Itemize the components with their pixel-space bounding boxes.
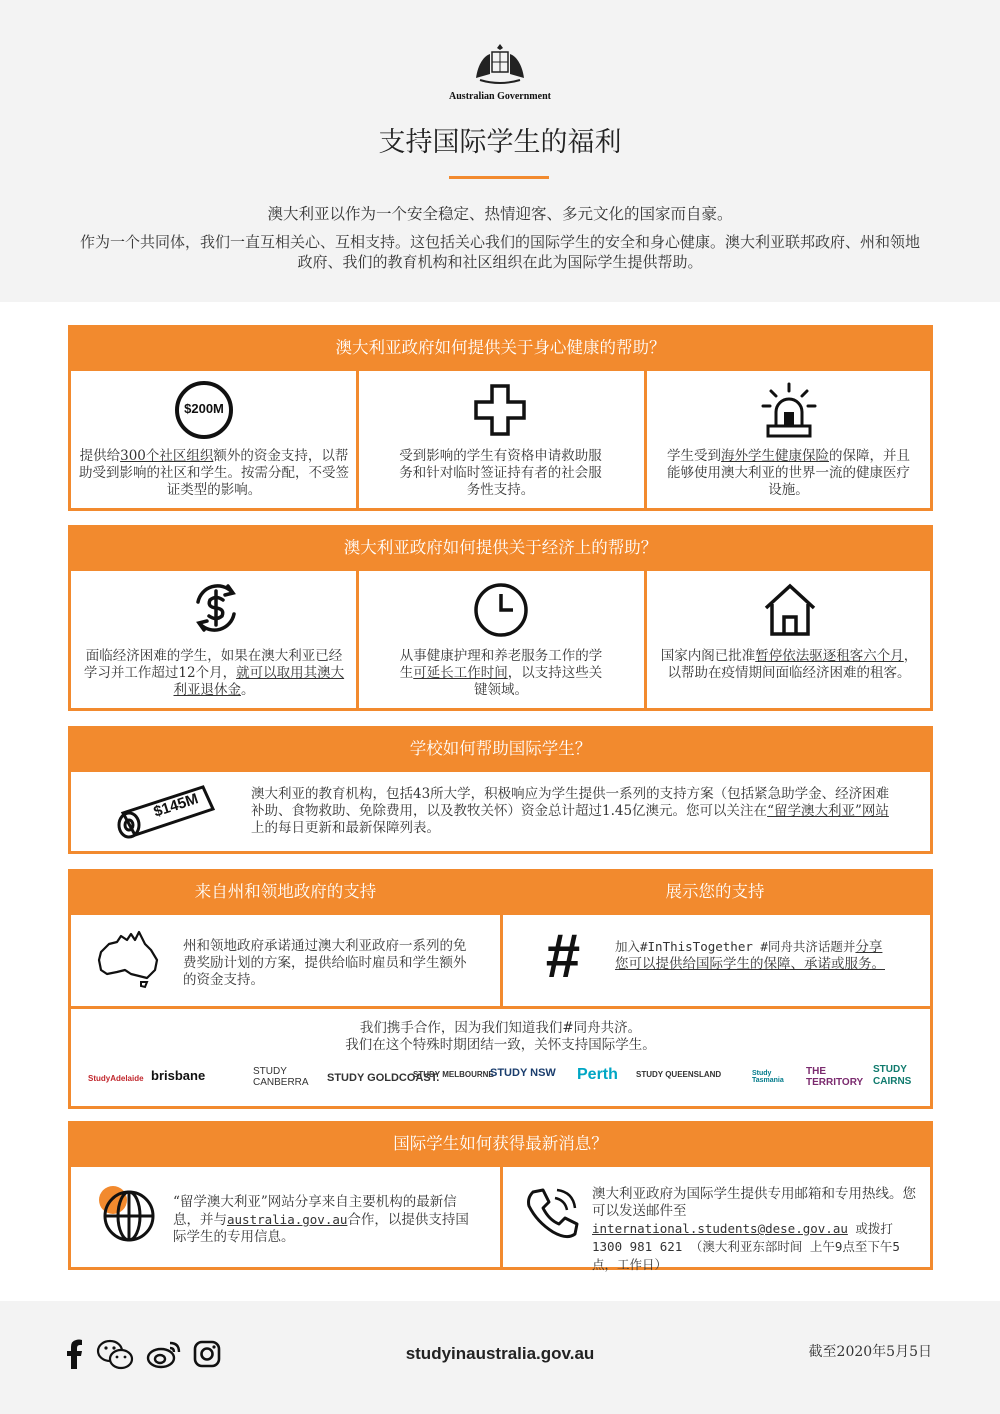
eviction-moratorium-link[interactable]: 暂停依法驱逐租客六个月 bbox=[755, 648, 904, 664]
states-text: 州和领地政府承诺通过澳大利亚政府一系列的免费奖励计划的方案，提供给临时雇员和学生额外的资金支持。 bbox=[183, 938, 467, 988]
logo-study-adelaide: StudyAdelaide bbox=[88, 1074, 144, 1083]
health-heading: 澳大利亚政府如何提供关于身心健康的帮助？ bbox=[71, 328, 930, 368]
logo-study-goldcoast: STUDY GOLDCOAST. bbox=[327, 1072, 440, 1084]
dollar-cycle-icon bbox=[188, 580, 244, 636]
divider bbox=[356, 368, 359, 508]
clock-icon bbox=[473, 582, 529, 638]
news-heading: 国际学生如何获得最新消息？ bbox=[71, 1124, 930, 1164]
oshc-link[interactable]: 海外学生健康保险 bbox=[721, 448, 829, 464]
health-cell-3: 学生受到海外学生健康保险的保障，并且能够使用澳大利亚的世界一流的健康医疗设施。 bbox=[667, 448, 910, 498]
finance-heading: 澳大利亚政府如何提供关于经济上的帮助？ bbox=[71, 528, 930, 568]
intro-line-1: 澳大利亚以作为一个安全稳定、热情迎客、多元文化的国家而自豪。 bbox=[267, 205, 733, 223]
community-orgs-link[interactable]: 300个社区组织 bbox=[120, 448, 214, 464]
logo-study-tasmania: Study Tasmania bbox=[752, 1070, 784, 1084]
money-roll-145m-icon bbox=[113, 781, 223, 841]
email-link[interactable]: international.students@dese.gov.au bbox=[592, 1221, 848, 1236]
intro-paragraph: 作为一个共同体，我们一直互相关心、互相支持。这包括关心我们的国际学生的安全和身心健康。澳大利亚联邦政府、州和领地政府、我们的教育机构和社区组织在此为国际学生提供帮助。 bbox=[79, 233, 920, 271]
globe-icon bbox=[95, 1182, 157, 1244]
show-support-heading: 展示您的支持 bbox=[500, 872, 930, 912]
phone-icon bbox=[523, 1186, 579, 1242]
logo-brisbane: brisbane bbox=[151, 1068, 206, 1083]
government-label: Australian Government bbox=[449, 91, 551, 102]
divider bbox=[644, 368, 647, 508]
news-right-text: 澳大利亚政府为国际学生提供专用邮箱和专用热线。您可以发送邮件至international.students@dese.gov.au 或拨打1300 981 621 （澳大利亚东部时间 上午9点至下午5点，工作日） bbox=[592, 1186, 916, 1272]
partner-logos bbox=[0, 1060, 1000, 1100]
finance-panel bbox=[68, 525, 933, 711]
badge-200m: $200M bbox=[184, 401, 224, 416]
schools-heading: 学校如何帮助国际学生？ bbox=[71, 729, 930, 769]
together-line-2: 我们在这个特殊时期团结一致，关怀支持国际学生。 bbox=[345, 1037, 656, 1053]
schools-text: 澳大利亚的教育机构，包括43所大学，积极响应为学生提供一系列的支持方案（包括紧急助学金、经济困难补助、食物救助、免除费用，以及教牧关怀）资金总计超过1.45亿澳元。您可以关注在“留学澳大利亚”网站上的每日更新和最新保障列表。 bbox=[251, 786, 890, 836]
title-underline bbox=[449, 176, 549, 179]
logo-the-territory: THE TERRITORY bbox=[806, 1066, 864, 1088]
finance-cell-1: 面临经济困难的学生，如果在澳大利亚已经学习并工作超过12个月，就可以取用其澳大利亚退休金。 bbox=[83, 648, 345, 698]
divider bbox=[71, 769, 930, 772]
website-url[interactable]: studyinaustralia.gov.au bbox=[405, 1344, 595, 1363]
medical-cross-icon bbox=[474, 384, 526, 436]
divider bbox=[71, 368, 930, 371]
logo-study-queensland: STUDY QUEENSLAND bbox=[636, 1070, 722, 1079]
divider bbox=[356, 568, 359, 708]
money-200m-icon bbox=[174, 380, 234, 440]
states-heading: 来自州和领地政府的支持 bbox=[71, 872, 500, 912]
health-cell-2: 受到影响的学生有资格申请救助服务和针对临时签证持有者的社会服务性支持。 bbox=[399, 448, 602, 498]
house-icon bbox=[763, 583, 817, 637]
divider bbox=[71, 1006, 930, 1009]
as-of-date: 截至2020年5月5日 bbox=[808, 1344, 932, 1360]
logo-study-perth: Perth bbox=[577, 1066, 618, 1083]
together-line-1: 我们携手合作，因为我们知道我们#同舟共济。 bbox=[359, 1020, 642, 1036]
divider bbox=[500, 912, 503, 1006]
news-left-text: “留学澳大利亚”网站分享来自主要机构的最新信息，并与australia.gov.au合作，以提供支持国际学生的专用信息。 bbox=[173, 1194, 469, 1245]
logo-study-melbourne: STUDY MELBOURNE bbox=[413, 1070, 494, 1079]
finance-cell-3: 国家内阁已批准暂停依法驱逐租客六个月，以帮助在疫情期间面临经济困难的租客。 bbox=[660, 648, 918, 681]
share-support-link[interactable]: 分享您可以提供给国际学生的保障、承诺或服务。 bbox=[615, 939, 885, 972]
schools-panel bbox=[68, 726, 933, 854]
finance-cell-2: 从事健康护理和养老服务工作的学生可延长工作时间，以支持这些关键领域。 bbox=[399, 648, 603, 698]
coat-of-arms-icon bbox=[470, 40, 530, 90]
alarm-siren-icon bbox=[759, 382, 819, 440]
study-in-australia-link[interactable]: “留学澳大利亚”网站 bbox=[767, 803, 889, 819]
australia-map-icon bbox=[95, 930, 163, 990]
header-section bbox=[0, 0, 1000, 302]
australia-gov-link[interactable]: australia.gov.au bbox=[227, 1212, 348, 1227]
divider bbox=[644, 568, 647, 708]
logo-study-cairns: STUDY CAIRNS bbox=[873, 1064, 912, 1087]
extended-hours-link[interactable]: 可延长工作时间 bbox=[413, 665, 508, 681]
badge-145m: $145M bbox=[151, 790, 201, 821]
superannuation-link[interactable]: 就可以取用其澳大利亚退休金 bbox=[173, 665, 345, 698]
logo-study-nsw: STUDY NSW bbox=[490, 1067, 556, 1079]
divider bbox=[71, 568, 930, 571]
health-panel bbox=[68, 325, 933, 511]
health-cell-1: 提供给300个社区组织额外的资金支持，以帮助受到影响的社区和学生。按需分配，不受签证类型的影响。 bbox=[79, 448, 349, 498]
logo-study-canberra: STUDY CANBERRA bbox=[253, 1066, 309, 1088]
divider bbox=[500, 1164, 503, 1267]
show-support-text: 加入#InThisTogether #同舟共济话题并分享您可以提供给国际学生的保障、承诺或服务。 bbox=[615, 939, 885, 972]
page-title: 支持国际学生的福利 bbox=[378, 127, 622, 158]
footer bbox=[0, 1301, 1000, 1414]
hashtag-icon: # bbox=[545, 922, 581, 991]
news-panel bbox=[68, 1121, 933, 1270]
